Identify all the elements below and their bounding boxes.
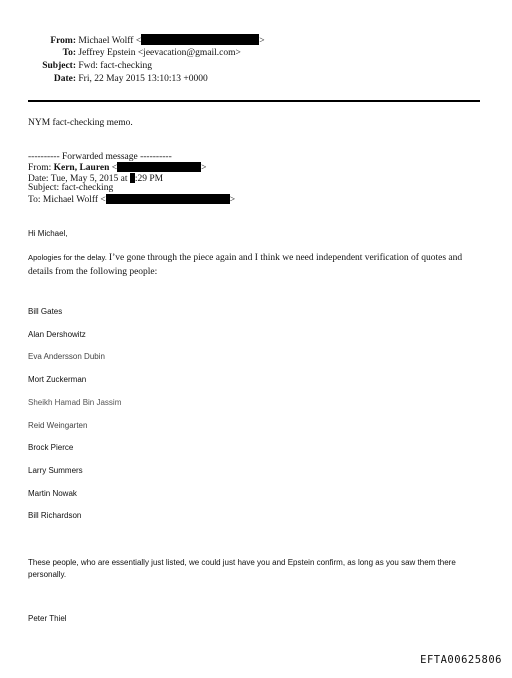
header-subject-row xyxy=(20,60,152,73)
intro-part-2: I’ve gone through the piece again and I think we need independent verification of quotes and details from the following people: xyxy=(28,253,463,277)
redaction-box xyxy=(106,194,230,204)
from-suffix: > xyxy=(259,36,265,46)
list-item: Martin Nowak xyxy=(28,489,77,498)
from-value: Michael Wolff < xyxy=(78,36,142,46)
header-date-row xyxy=(20,73,208,86)
list-item: Bill Richardson xyxy=(28,511,82,520)
forwarded-from-close: > xyxy=(201,163,207,173)
redaction-box xyxy=(141,34,259,45)
list-item: Eva Andersson Dubin xyxy=(28,352,105,361)
bates-number: EFTA00625806 xyxy=(420,654,502,666)
date-value: Fri, 22 May 2015 13:10:13 +0000 xyxy=(78,74,208,84)
last-person: Peter Thiel xyxy=(28,614,67,623)
forwarded-from-open: < xyxy=(109,163,118,173)
forwarded-to-close: > xyxy=(229,195,236,205)
from-label: From: xyxy=(50,36,76,46)
to-value: Jeffrey Epstein <jeevacation@gmail.com> xyxy=(78,48,241,58)
date-label: Date: xyxy=(53,74,76,84)
forwarded-subject: Subject: fact-checking xyxy=(28,183,114,193)
list-item: Larry Summers xyxy=(28,466,83,475)
greeting: Hi Michael, xyxy=(28,229,68,238)
closing-paragraph: These people, who are essentially just listed, we could just have you and Epstein confirm, as long as you saw them there personally. xyxy=(28,558,456,579)
forwarded-date-prefix: Date: Tue, May 5, 2015 at xyxy=(28,174,130,184)
list-item: Sheikh Hamad Bin Jassim xyxy=(28,398,122,407)
list-item: Reid Weingarten xyxy=(28,421,88,430)
header-divider xyxy=(28,100,480,102)
forwarded-to-prefix: To: Michael Wolff < xyxy=(28,195,106,205)
list-item: Alan Dershowitz xyxy=(28,330,86,339)
list-item: Mort Zuckerman xyxy=(28,375,87,384)
intro-paragraph xyxy=(28,250,478,278)
forwarded-to xyxy=(28,194,235,206)
subject-value: Fwd: fact-checking xyxy=(78,61,152,71)
memo-line: NYM fact-checking memo. xyxy=(28,118,133,128)
forwarded-divider: ---------- Forwarded message ---------- xyxy=(28,152,172,162)
intro-part-1: Apologies for the delay. xyxy=(28,253,109,262)
forwarded-from-name: Kern, Lauren xyxy=(53,163,110,173)
subject-label: Subject: xyxy=(42,61,76,71)
list-item: Bill Gates xyxy=(28,307,63,316)
to-label: To: xyxy=(62,48,76,58)
forwarded-date-suffix: :29 PM xyxy=(134,174,164,184)
forwarded-from-label: From: xyxy=(28,163,54,173)
redaction-box xyxy=(117,162,201,172)
header-from-row xyxy=(20,34,265,48)
header-to-row xyxy=(20,47,241,60)
list-item: Brock Pierce xyxy=(28,443,74,452)
